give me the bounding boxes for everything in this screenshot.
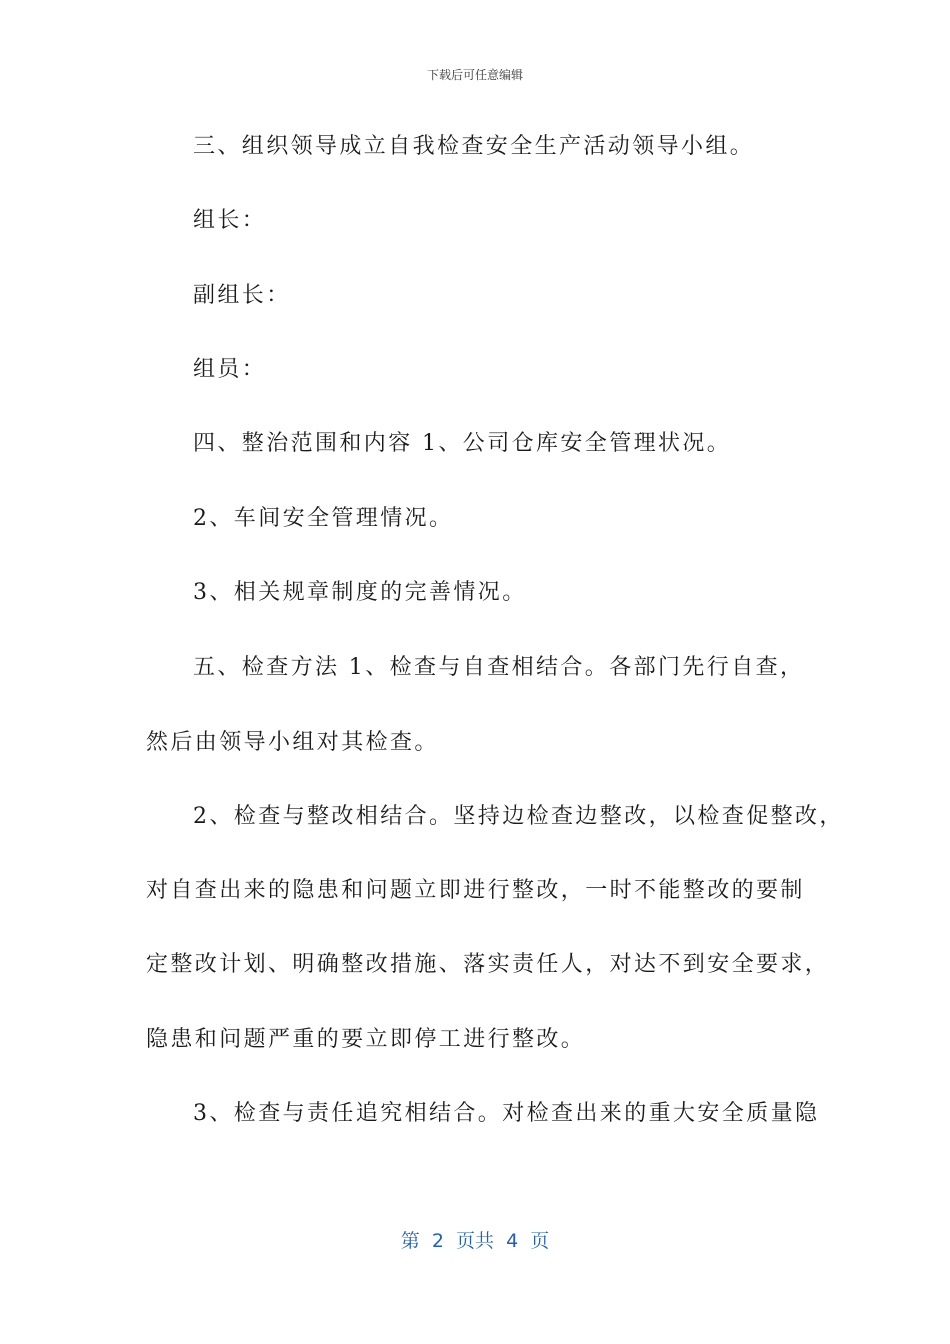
- paragraph-line: 3、检查与责任追究相结合。对检查出来的重大安全质量隐: [193, 1101, 820, 1126]
- paragraph-line: 组员：: [193, 357, 267, 382]
- paragraph-line: 3、相关规章制度的完善情况。: [193, 580, 527, 605]
- paragraph-line: 四、整治范围和内容 1、公司仓库安全管理状况。: [193, 431, 732, 456]
- paragraph-line: 对自查出来的隐患和问题立即进行整改，一时不能整改的要制: [146, 878, 805, 903]
- paragraph-line: 三、组织领导成立自我检查安全生产活动领导小组。: [193, 134, 755, 159]
- paragraph-line: 副组长：: [193, 283, 291, 308]
- paragraph-line: 组长：: [193, 208, 267, 233]
- paragraph-line: 定整改计划、明确整改措施、落实责任人，对达不到安全要求，: [146, 952, 830, 977]
- paragraph-line: 隐患和问题严重的要立即停工进行整改。: [146, 1027, 586, 1052]
- paragraph-line: 2、检查与整改相结合。坚持边检查边整改，以检查促整改，: [193, 804, 844, 829]
- paragraph-line: 然后由领导小组对其检查。: [146, 730, 439, 755]
- paragraph-line: 2、车间安全管理情况。: [193, 506, 454, 531]
- page-number-footer: 第 2 页共 4 页: [400, 1230, 550, 1252]
- header-note: 下载后可任意编辑: [426, 68, 523, 82]
- paragraph-line: 五、检查方法 1、检查与自查相结合。各部门先行自查，: [193, 655, 805, 680]
